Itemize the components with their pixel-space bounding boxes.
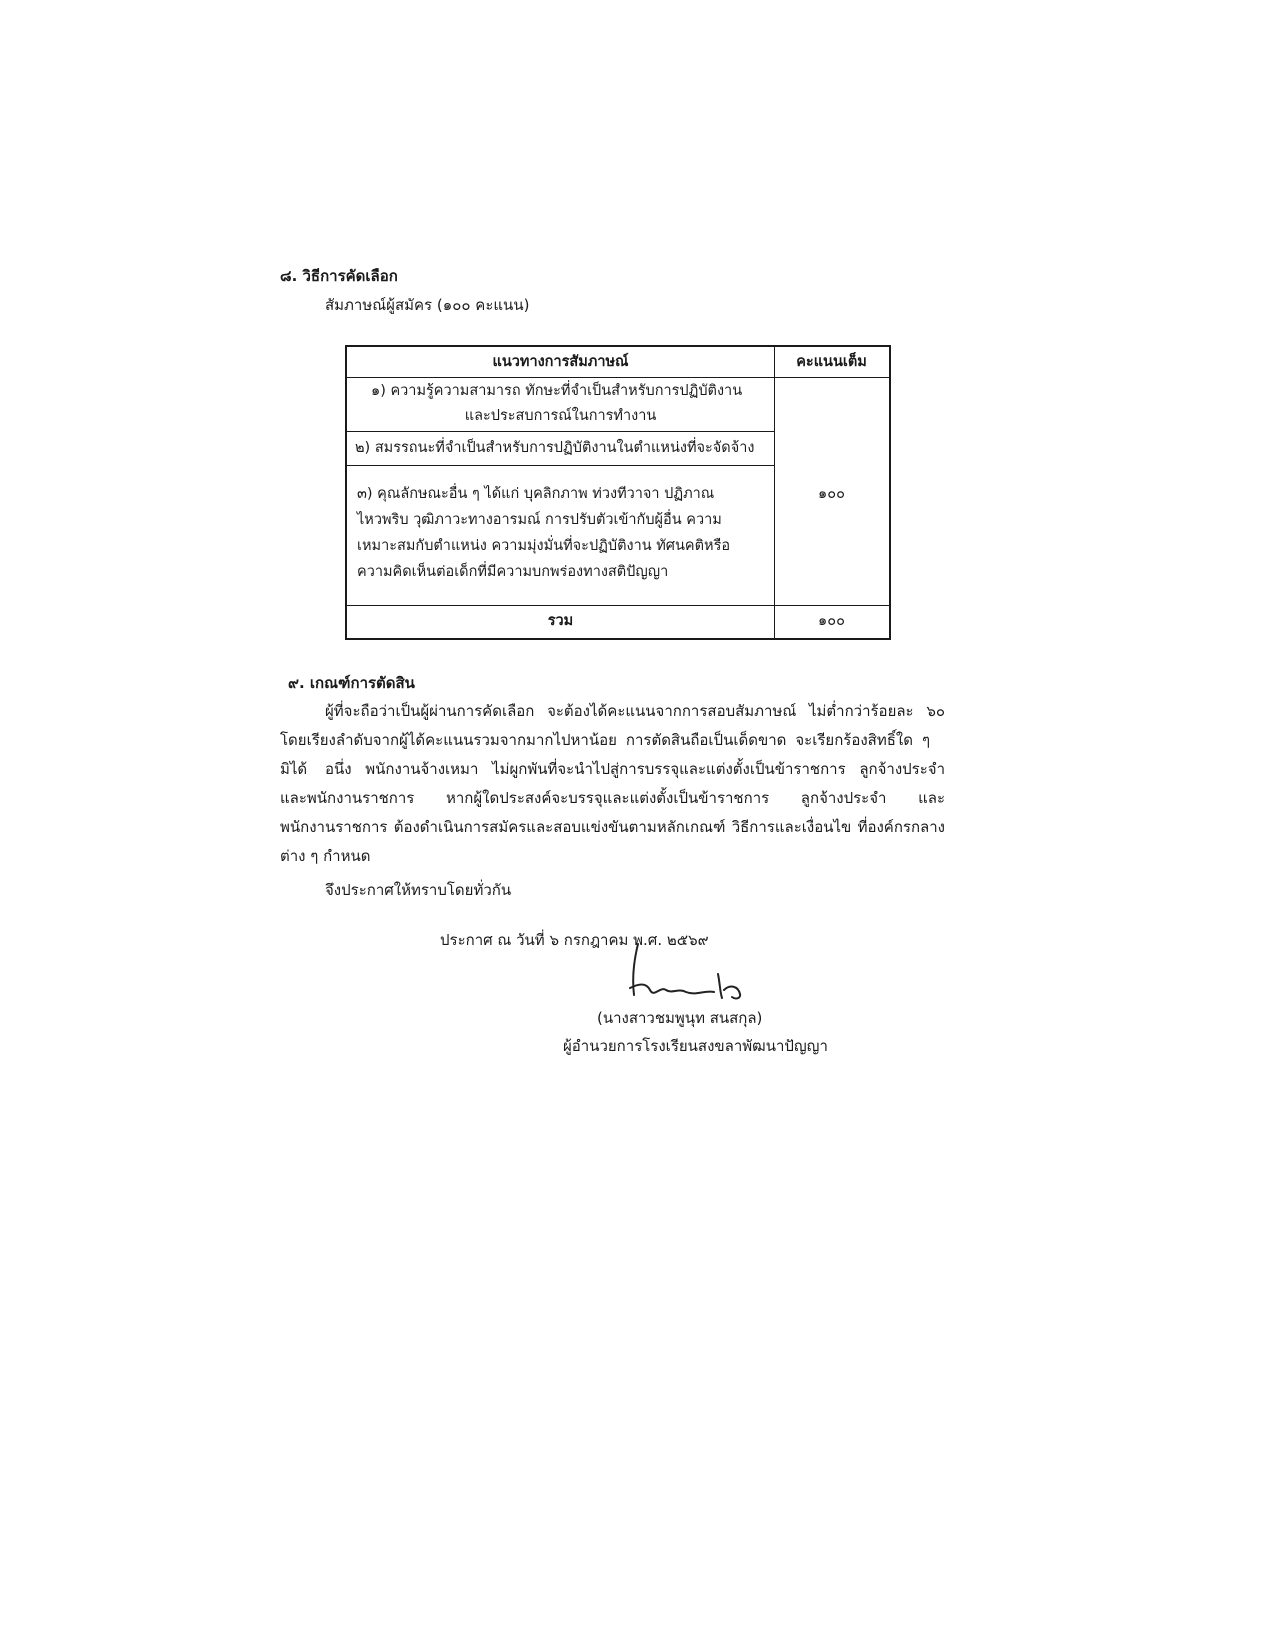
- section-9-p2-line1: อนึ่ง พนักงานจ้างเหมา ไม่ผูกพันที่จะนำไปสู่การบรรจุและแต่งตั้งเป็นข้าราชการ ลูกจ้างประจำ: [325, 760, 945, 778]
- section-9-p1-line1: ผู้ที่จะถือว่าเป็นผู้ผ่านการคัดเลือก จะต้องได้คะแนนจากการสอบสัมภาษณ์ ไม่ต่ำกว่าร้อยละ ๖๐: [325, 702, 945, 720]
- table-row3-line3: เหมาะสมกับตำแหน่ง ความมุ่งมั่นที่จะปฏิบัติงาน ทัศนคติหรือ: [357, 538, 731, 554]
- signer-name: (นางสาวชมพูนุท สนสกุล): [597, 1009, 763, 1027]
- section-9-p1-line2: โดยเรียงลำดับจากผู้ได้คะแนนรวมจากมากไปหาน้อย การตัดสินถือเป็นเด็ดขาด จะเรียกร้องสิทธิ์ใด ๆ มิได้: [280, 731, 930, 778]
- section-9-p2-line4: ต่าง ๆ กำหนด: [280, 847, 371, 865]
- section-9-p2-line3: พนักงานราชการ ต้องดำเนินการสมัครและสอบแข่งขันตามหลักเกณฑ์ วิธีการและเงื่อนไข ที่องค์กรกลาง: [280, 818, 945, 836]
- table-row3-line2: ไหวพริบ วุฒิภาวะทางอารมณ์ การปรับตัวเข้ากับผู้อื่น ความ: [357, 512, 722, 528]
- table-row1-line1: ๑) ความรู้ความสามารถ ทักษะที่จำเป็นสำหรับการปฏิบัติงาน: [371, 383, 743, 399]
- table-row2: ๒) สมรรถนะที่จำเป็นสำหรับการปฏิบัติงานในตำแหน่งที่จะจัดจ้าง: [355, 440, 755, 456]
- table-total-divider: [347, 605, 889, 606]
- table-row3-line4: ความคิดเห็นต่อเด็กที่มีความบกพร่องทางสติปัญญา: [357, 564, 669, 580]
- table-score-value: ๑๐๐: [818, 486, 845, 502]
- signature-mark: [620, 940, 760, 1010]
- interview-criteria-table: [345, 345, 891, 640]
- table-header-criteria: แนวทางการสัมภาษณ์: [492, 354, 629, 370]
- section-9-p2-line2: และพนักงานราชการ หากผู้ใดประสงค์จะบรรจุและแต่งตั้งเป็นข้าราชการ ลูกจ้างประจำ และ: [280, 789, 945, 807]
- table-row2-divider: [347, 465, 774, 466]
- table-row1-line2: และประสบการณ์ในการทำงาน: [464, 408, 657, 424]
- table-total-label: รวม: [547, 613, 574, 629]
- section-8-subheading: สัมภาษณ์ผู้สมัคร (๑๐๐ คะแนน): [325, 296, 530, 314]
- signer-position: ผู้อำนวยการโรงเรียนสงขลาพัฒนาปัญญา: [563, 1037, 828, 1055]
- announcement-date: ประกาศ ณ วันที่ ๖ กรกฎาคม พ.ศ. ๒๕๖๙: [440, 931, 709, 949]
- table-row1-divider: [347, 431, 774, 432]
- table-total-score: ๑๐๐: [818, 613, 845, 629]
- announcement-line: จึงประกาศให้ทราบโดยทั่วกัน: [325, 881, 512, 899]
- section-8-heading: ๘. วิธีการคัดเลือก: [280, 267, 398, 285]
- table-row3-line1: ๓) คุณลักษณะอื่น ๆ ได้แก่ บุคลิกภาพ ท่วงทีวาจา ปฏิภาณ: [357, 486, 715, 502]
- section-9-heading: ๙. เกณฑ์การตัดสิน: [288, 674, 415, 692]
- table-header-score: คะแนนเต็ม: [796, 354, 867, 370]
